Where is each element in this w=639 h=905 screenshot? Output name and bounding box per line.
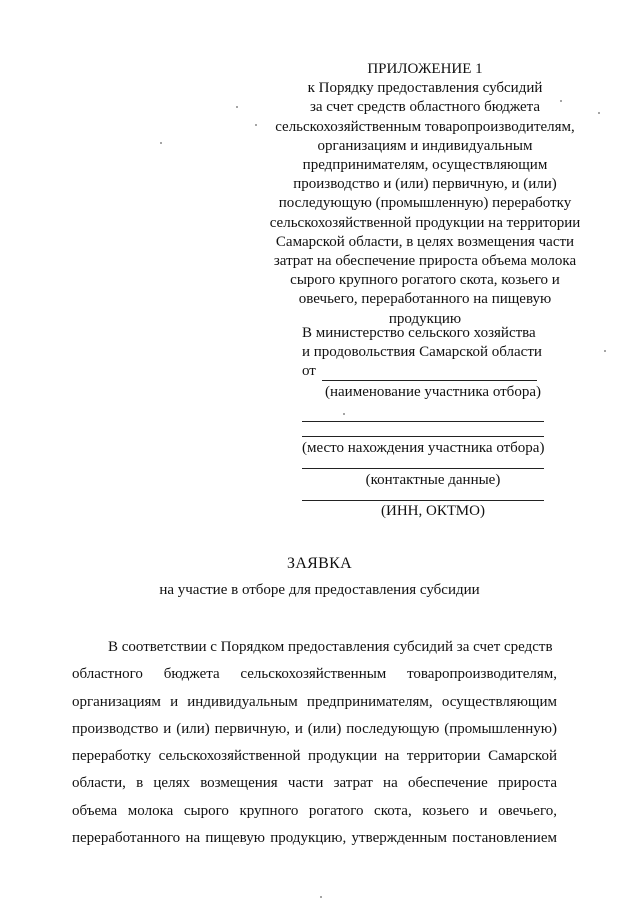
caption-inn: (ИНН, ОКТМО) [381,503,485,519]
addressee-line: В министерство сельского хозяйства [302,325,536,341]
application-subtitle: на участие в отборе для предоставления субсидии [159,582,480,598]
location-field[interactable] [302,422,544,437]
appendix-line: продукцию [388,310,462,327]
contacts-field[interactable] [302,458,544,469]
from-row [302,362,564,381]
applicant-name-field[interactable] [322,366,537,381]
scan-speck [236,106,238,108]
appendix-line: организациям и индивидуальным [317,137,533,154]
appendix-line: производство и (или) первичную, и (или) [293,176,557,193]
body-paragraph [72,634,557,852]
appendix-line: Самарской области, в целях возмещения части [275,233,575,250]
appendix-line: сельскохозяйственным товаропроизводителям, [275,118,575,135]
scan-speck [160,142,162,144]
appendix-line: к Порядку предоставления субсидий [307,80,543,97]
from-label: от [302,363,316,379]
scan-speck [320,896,322,898]
appendix-line: сельскохозяйственной продукции на территории [269,214,581,231]
scan-speck [255,124,257,126]
caption-name: (наименование участника отбора) [325,384,541,400]
body-line: организациям и индивидуальным предпринимателям, осуществляющим [72,693,557,710]
appendix-line: овечьего, переработанного на пищевую [298,291,552,308]
body-line: производство и (или) первичную, и (или) последующую (промышленную) [72,720,557,737]
inn-field[interactable] [302,490,544,501]
appendix-line: за счет средств областного бюджета [309,99,541,116]
body-line: области, в целях возмещения части затрат на обеспечение прироста [72,775,557,792]
appendix-title: ПРИЛОЖЕНИЕ 1 [367,61,483,77]
application-title: ЗАЯВКА [287,555,352,572]
body-line: объема молока сырого крупного рогатого скота, козьего и овечьего, [72,802,557,819]
caption-contacts: (контактные данные) [365,472,501,488]
appendix-line: предпринимателям, осуществляющим [302,157,548,174]
appendix-line: последующую (промышленную) переработку [278,195,572,212]
body-line: переработанного на пищевую продукцию, утвержденным постановлением [72,830,557,847]
appendix-line: сырого крупного рогатого скота, козьего и [290,272,560,289]
body-line: областного бюджета сельскохозяйственным товаропроизводителям, [72,666,557,683]
addressee-block [302,324,564,521]
scan-speck [343,413,345,415]
appendix-line: затрат на обеспечение прироста объема молока [273,253,577,270]
addressee-line: и продовольствия Самарской области [302,344,542,360]
appendix-header [262,60,588,329]
body-line: переработку сельскохозяйственной продукции на территории Самарской [72,748,557,765]
scan-speck [560,100,562,102]
applicant-name-field-2[interactable] [302,402,544,422]
scan-speck [604,350,606,352]
body-line: В соответствии с Порядком предоставления субсидий за счет средств [108,639,553,655]
caption-location: (место нахождения участника отбора) [302,440,545,456]
scan-speck [598,112,600,114]
